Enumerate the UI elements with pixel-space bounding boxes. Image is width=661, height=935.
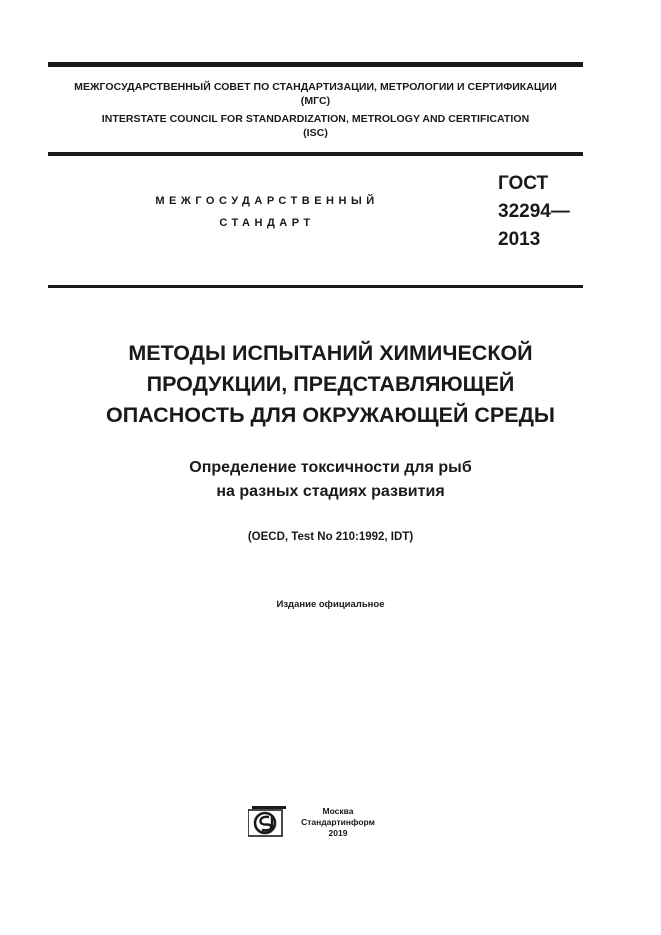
council-en-name: INTERSTATE COUNCIL FOR STANDARDIZATION, METROLOGY AND CERTIFICATION [101,113,530,125]
oecd-reference: (OECD, Test No 210:1992, IDT) [247,531,414,543]
gost-year: 2013 [498,229,541,250]
gost-label: ГОСТ [498,173,549,194]
edition-note: Издание официальное [276,599,385,610]
council-ru-abbr: (МГС) [300,95,331,107]
standard-kind-line1: МЕЖГОСУДАРСТВЕННЫЙ [155,195,379,207]
imprint-year: 2019 [328,828,348,838]
standard-kind-line2: СТАНДАРТ [219,217,315,229]
designation-rule [48,285,583,288]
imprint [292,806,384,839]
title-line-3: ОПАСНОСТЬ ДЛЯ ОКРУЖАЮЩЕЙ СРЕДЫ [106,403,555,427]
council-ru [48,80,583,108]
document-title [48,338,613,431]
document-subtitle [48,456,613,504]
header-rule [48,152,583,156]
subtitle-line-1: Определение токсичности для рыб [189,459,472,476]
council-en-abbr: (ISC) [303,127,328,139]
standartinform-logo-icon [248,806,286,838]
gost-number: 32294— [498,201,570,222]
title-line-2: ПРОДУКЦИИ, ПРЕДСТАВЛЯЮЩЕЙ [146,372,515,396]
gost-designation [498,170,570,254]
imprint-publisher: Стандартинформ [301,817,375,827]
title-line-1: МЕТОДЫ ИСПЫТАНИЙ ХИМИЧЕСКОЙ [128,341,533,365]
imprint-city: Москва [322,806,354,816]
standard-kind [112,190,422,234]
top-rule [48,62,583,67]
subtitle-line-2: на разных стадиях развития [216,483,445,500]
council-ru-name: МЕЖГОСУДАРСТВЕННЫЙ СОВЕТ ПО СТАНДАРТИЗАЦИИ, МЕТРОЛОГИИ И СЕРТИФИКАЦИИ [74,81,557,93]
council-en [48,112,583,140]
